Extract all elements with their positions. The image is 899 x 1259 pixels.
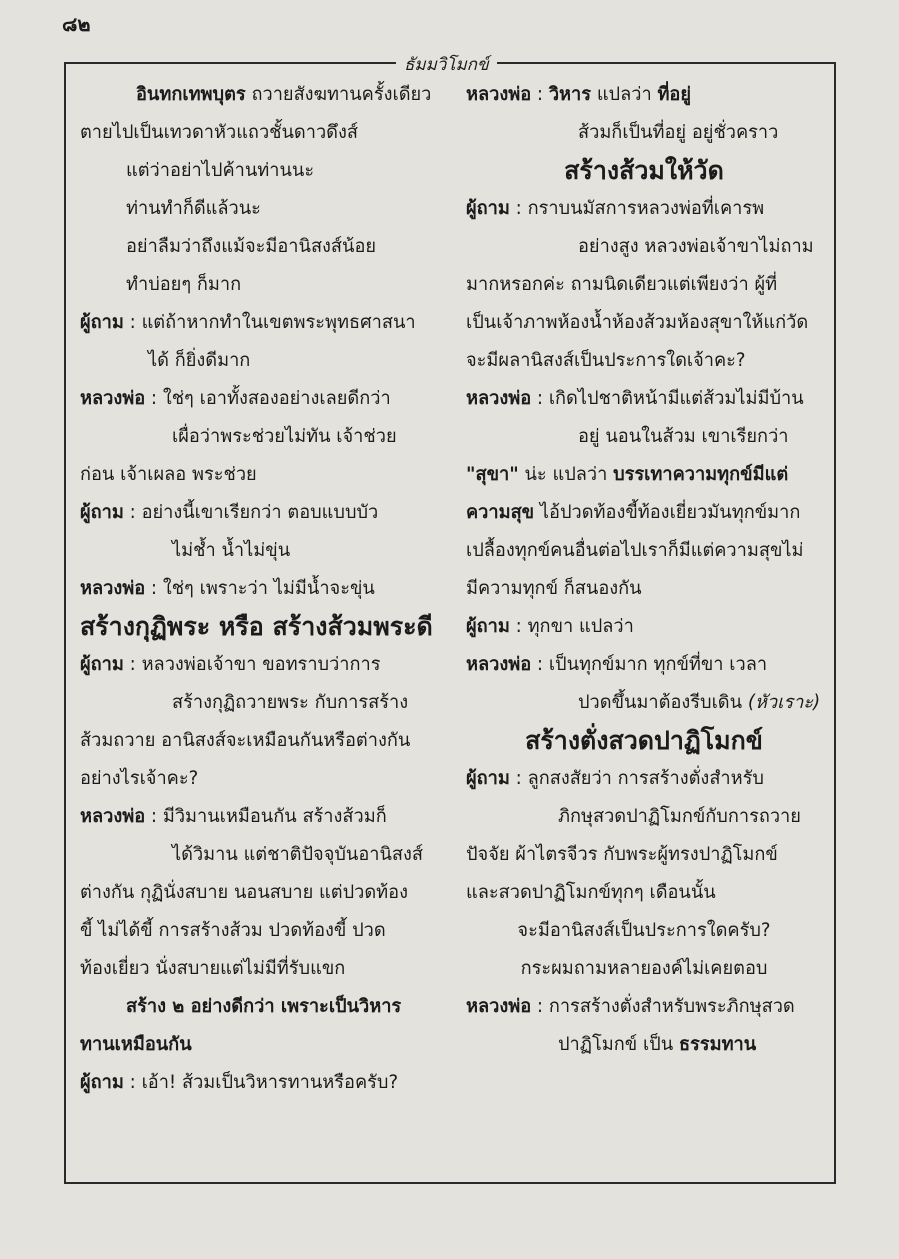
- question: จะมีผลานิสงส์เป็นประการใดเจ้าคะ?: [466, 350, 746, 371]
- answer: ปวดขึ้นมาต้องรีบเดิน (หัวเราะ): [578, 692, 821, 713]
- answer: เผื่อว่าพระช่วยไม่ทัน เจ้าช่วย: [172, 426, 397, 447]
- answer: ขี้ ไม่ได้ขี้ การสร้างส้วม ปวดท้องขี้ ปวด: [80, 920, 386, 941]
- answer: หลวงพ่อ : มีวิมานเหมือนกัน สร้างส้วมก็: [80, 806, 387, 827]
- question: อย่างสูง หลวงพ่อเจ้าขาไม่ถาม: [578, 236, 814, 257]
- verse-line: อย่าลืมว่าถึงแม้จะมีอานิสงส์น้อย: [126, 236, 377, 257]
- answer: หลวงพ่อ : ใช่ๆ เพราะว่า ไม่มีน้ำจะขุ่น: [80, 578, 375, 599]
- question: ไม่ช้ำ น้ำไม่ขุ่น: [172, 540, 291, 561]
- bold-statement: สร้าง ๒ อย่างดีกว่า เพราะเป็นวิหาร: [126, 996, 402, 1017]
- question: ผู้ถาม : กราบนมัสการหลวงพ่อที่เคารพ: [466, 198, 765, 219]
- answer: หลวงพ่อ : ใช่ๆ เอาทั้งสองอย่างเลยดีกว่า: [80, 388, 391, 409]
- answer: หลวงพ่อ : เกิดไปชาติหน้ามีแต่ส้วมไม่มีบ้าน: [466, 388, 804, 409]
- question: ปัจจัย ผ้าไตรจีวร กับพระผู้ทรงปาฏิโมกข์: [466, 844, 778, 865]
- answer: หลวงพ่อ : การสร้างตั่งสำหรับพระภิกษุสวด: [466, 996, 795, 1017]
- answer: เปลื้องทุกข์คนอื่นต่อไปเราก็มีแต่ความสุขไม่: [466, 540, 804, 561]
- question: ผู้ถาม : หลวงพ่อเจ้าขา ขอทราบว่าการ: [80, 654, 381, 675]
- story-line: อินทกเทพบุตร ถวายสังฆทานครั้งเดียว: [136, 84, 432, 105]
- question: ส้วมถวาย อานิสงส์จะเหมือนกันหรือต่างกัน: [80, 730, 411, 751]
- question: ผู้ถาม : อย่างนี้เขาเรียกว่า ตอบแบบบัว: [80, 502, 379, 523]
- right-column: [466, 76, 822, 1064]
- answer: ความสุข ไอ้ปวดท้องขี้ท้องเยี่ยวมันทุกข์มาก: [466, 502, 801, 523]
- answer: ปาฏิโมกข์ เป็น ธรรมทาน: [558, 1034, 757, 1055]
- answer: "สุขา" น่ะ แปลว่า บรรเทาความทุกข์มีแต่: [466, 464, 789, 485]
- question: สร้างกุฏิถวายพระ กับการสร้าง: [172, 692, 409, 713]
- question: ผู้ถาม : ลูกสงสัยว่า การสร้างตั่งสำหรับ: [466, 768, 764, 789]
- page-frame: [64, 55, 836, 1184]
- verse-line: แต่ว่าอย่าไปค้านท่านนะ: [126, 160, 315, 181]
- answer: ได้วิมาน แต่ชาติปัจจุบันอานิสงส์: [172, 844, 423, 865]
- section-heading: สร้างส้วมให้วัด: [564, 156, 724, 185]
- question: จะมีอานิสงส์เป็นประการใดครับ?: [517, 920, 771, 941]
- bold-statement: ทานเหมือนกัน: [80, 1034, 192, 1055]
- answer: หลวงพ่อ : วิหาร แปลว่า ที่อยู่: [466, 84, 692, 105]
- running-header: ธัมมวิโมกข์: [396, 51, 497, 78]
- answer: ท้องเยี่ยว นั่งสบายแต่ไม่มีที่รับแขก: [80, 958, 346, 979]
- question: อย่างไรเจ้าคะ?: [80, 768, 199, 789]
- question: ผู้ถาม : เอ้า! ส้วมเป็นวิหารทานหรือครับ?: [80, 1072, 399, 1093]
- section-heading: สร้างตั่งสวดปาฏิโมกข์: [525, 726, 763, 755]
- question: กระผมถามหลายองค์ไม่เคยตอบ: [520, 958, 768, 979]
- question: มากหรอกค่ะ ถามนิดเดียวแต่เพียงว่า ผู้ที่: [466, 274, 778, 295]
- question: เป็นเจ้าภาพห้องน้ำห้องส้วมห้องสุขาให้แก่วัด: [466, 312, 809, 333]
- verse-line: ท่านทำก็ดีแล้วนะ: [126, 198, 261, 219]
- section-heading: สร้างกุฏิพระ หรือ สร้างส้วมพระดี: [80, 612, 433, 641]
- story-line: ตายไปเป็นเทวดาหัวแถวชั้นดาวดึงส์: [80, 122, 358, 143]
- question: ภิกษุสวดปาฏิโมกข์กับการถวาย: [558, 806, 801, 827]
- answer: ต่างกัน กุฏินั่งสบาย นอนสบาย แต่ปวดท้อง: [80, 882, 408, 903]
- left-column: [80, 76, 442, 1102]
- answer: ส้วมก็เป็นที่อยู่ อยู่ชั่วคราว: [578, 122, 779, 143]
- page-number: ๘๒: [62, 12, 91, 36]
- question: ผู้ถาม : ทุกขา แปลว่า: [466, 616, 634, 637]
- verse-line: ทำบ่อยๆ ก็มาก: [126, 274, 242, 295]
- answer: อยู่ นอนในส้วม เขาเรียกว่า: [578, 426, 789, 447]
- answer: ก่อน เจ้าเผลอ พระช่วย: [80, 464, 257, 485]
- question: และสวดปาฏิโมกข์ทุกๆ เดือนนั้น: [466, 882, 716, 903]
- question: ได้ ก็ยิ่งดีมาก: [148, 350, 251, 371]
- question: ผู้ถาม : แต่ถ้าหากทำในเขตพระพุทธศาสนา: [80, 312, 416, 333]
- answer: หลวงพ่อ : เป็นทุกข์มาก ทุกข์ที่ขา เวลา: [466, 654, 768, 675]
- answer: มีความทุกข์ ก็สนองกัน: [466, 578, 642, 599]
